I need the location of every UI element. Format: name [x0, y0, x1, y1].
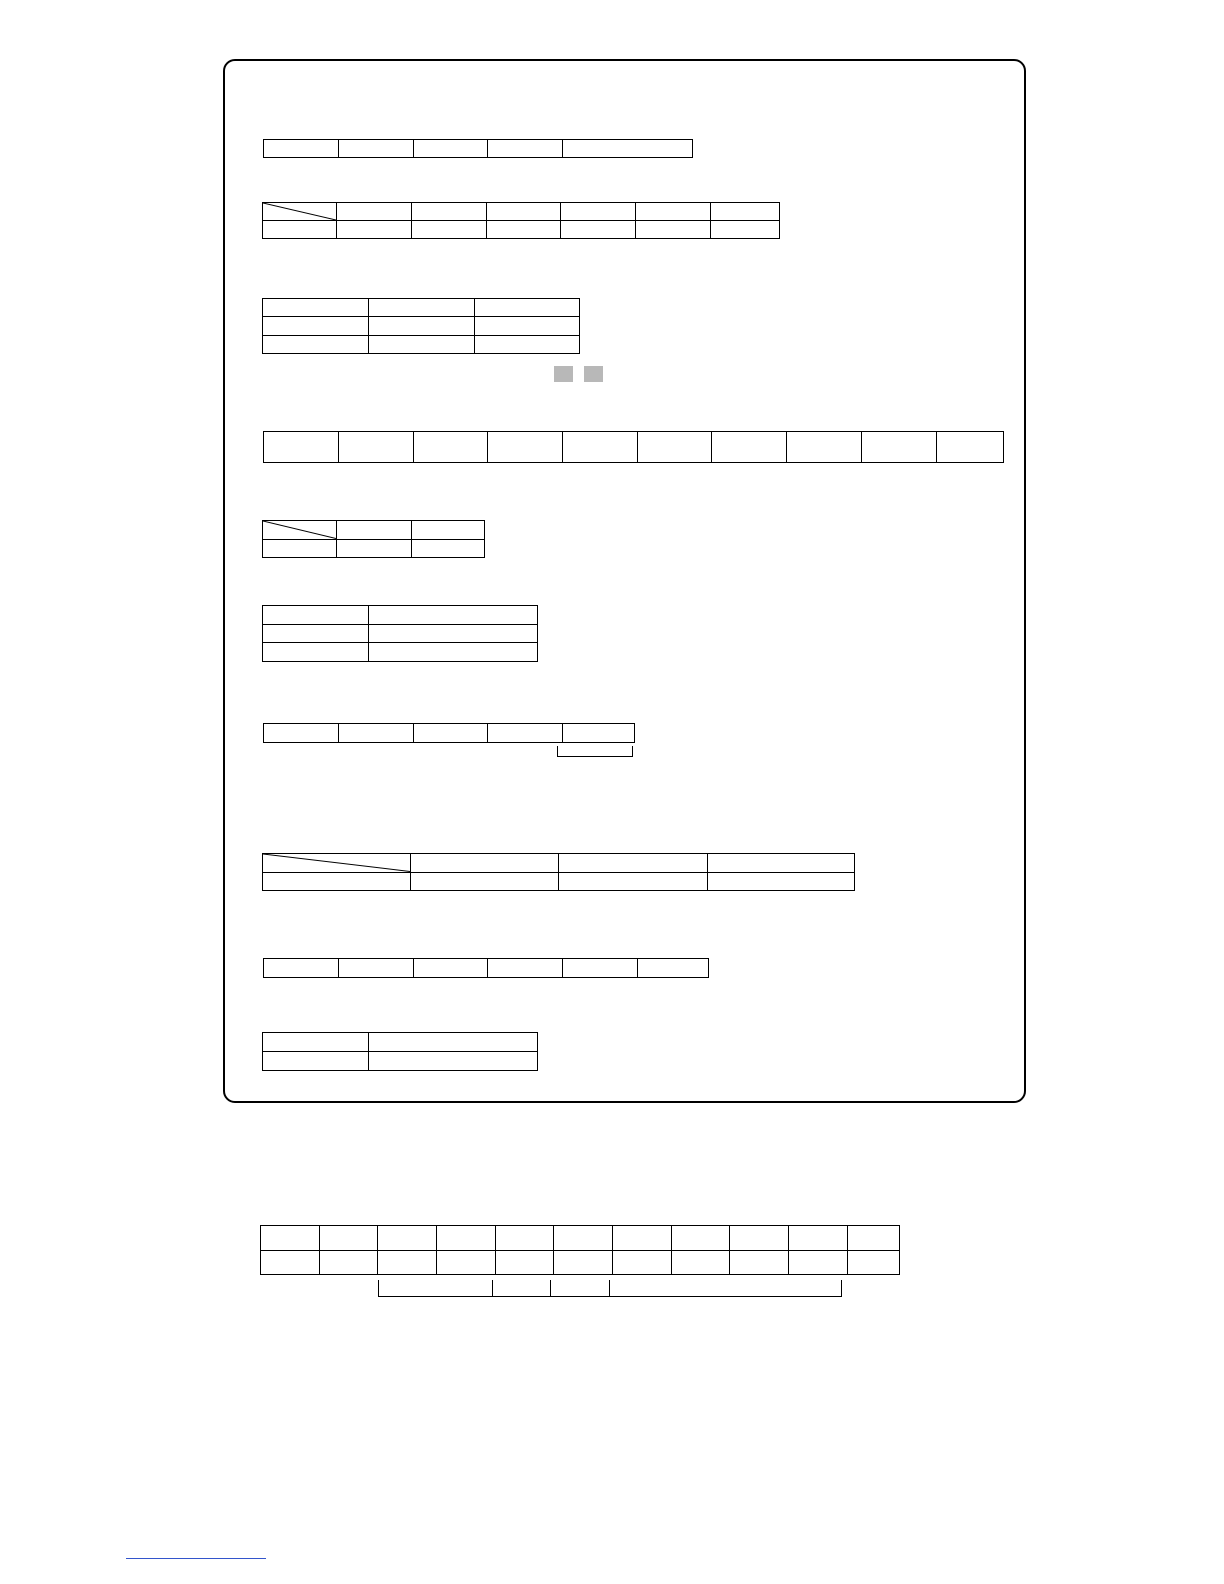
table-cell — [412, 203, 487, 221]
table-cell — [487, 221, 561, 239]
table-cell — [672, 1226, 730, 1251]
table-cell — [487, 203, 561, 221]
table-cell — [263, 1033, 369, 1052]
table-8 — [262, 853, 855, 891]
table-cell — [488, 724, 563, 743]
bracket-divider — [609, 1280, 610, 1297]
table-cell — [561, 221, 636, 239]
table-cell — [337, 203, 412, 221]
table-cell — [789, 1250, 848, 1275]
table-cell — [337, 521, 412, 540]
table-cell — [708, 854, 855, 873]
table-7 — [263, 723, 635, 743]
table-cell — [787, 432, 862, 463]
diagonal-header-cell — [263, 203, 337, 221]
table-cell — [412, 521, 485, 540]
diagonal-header-cell — [263, 854, 411, 873]
table-cell — [369, 606, 538, 625]
table-cell — [369, 335, 475, 353]
table-cell — [638, 959, 709, 978]
table-cell — [337, 539, 412, 558]
table-cell — [378, 1226, 437, 1251]
table-cell — [263, 643, 369, 662]
table-cell — [613, 1226, 672, 1251]
table-cell — [730, 1250, 789, 1275]
gray-marker — [554, 366, 573, 382]
table-cell — [488, 140, 563, 158]
table-cell — [563, 724, 635, 743]
table-cell — [488, 432, 563, 463]
table-cell — [263, 1052, 369, 1071]
table-cell — [559, 872, 708, 891]
table-6 — [262, 605, 538, 662]
table-11 — [260, 1225, 900, 1275]
table-cell — [320, 1226, 378, 1251]
table-cell — [712, 432, 787, 463]
table-cell — [475, 299, 580, 317]
table-cell — [264, 959, 339, 978]
table-cell — [378, 1250, 437, 1275]
table-cell — [339, 432, 414, 463]
footer-rule — [126, 1558, 266, 1559]
table-cell — [475, 335, 580, 353]
table-cell — [414, 432, 488, 463]
table-cell — [848, 1226, 900, 1251]
table-5 — [262, 520, 485, 558]
table-cell — [437, 1250, 496, 1275]
table-cell — [261, 1226, 320, 1251]
table-cell — [339, 959, 414, 978]
bracket — [557, 746, 633, 757]
table-cell — [369, 1052, 538, 1071]
table-cell — [636, 203, 711, 221]
table-cell — [711, 203, 780, 221]
table-1 — [263, 139, 693, 158]
table-cell — [411, 872, 559, 891]
table-cell — [559, 854, 708, 873]
table-cell — [263, 606, 369, 625]
table-cell — [263, 317, 369, 335]
table-cell — [339, 140, 414, 158]
table-cell — [561, 203, 636, 221]
bracket-divider — [550, 1280, 551, 1297]
table-cell — [437, 1226, 496, 1251]
table-cell — [638, 432, 712, 463]
table-cell — [672, 1250, 730, 1275]
table-cell — [339, 724, 414, 743]
table-cell — [708, 872, 855, 891]
table-cell — [264, 724, 339, 743]
gray-marker — [584, 366, 603, 382]
table-3 — [262, 298, 580, 354]
table-cell — [414, 140, 488, 158]
table-cell — [369, 643, 538, 662]
table-cell — [414, 959, 488, 978]
table-cell — [263, 335, 369, 353]
table-cell — [496, 1250, 554, 1275]
table-cell — [412, 539, 485, 558]
table-cell — [488, 959, 563, 978]
table-9 — [263, 958, 709, 978]
table-cell — [730, 1226, 789, 1251]
table-cell — [261, 1250, 320, 1275]
table-cell — [554, 1226, 613, 1251]
table-cell — [475, 317, 580, 335]
table-cell — [711, 221, 780, 239]
table-cell — [263, 872, 411, 891]
table-cell — [369, 317, 475, 335]
table-cell — [264, 432, 339, 463]
segmented-bracket — [378, 1280, 842, 1297]
table-cell — [337, 221, 412, 239]
table-2 — [262, 202, 780, 239]
table-cell — [263, 299, 369, 317]
table-cell — [414, 724, 488, 743]
diagonal-header-cell — [263, 521, 337, 540]
table-cell — [789, 1226, 848, 1251]
table-cell — [937, 432, 1004, 463]
table-cell — [263, 624, 369, 643]
table-cell — [848, 1250, 900, 1275]
table-4 — [263, 431, 1004, 463]
table-cell — [263, 221, 337, 239]
table-cell — [636, 221, 711, 239]
table-cell — [496, 1226, 554, 1251]
table-cell — [862, 432, 937, 463]
table-cell — [263, 539, 337, 558]
table-10 — [262, 1032, 538, 1071]
table-cell — [554, 1250, 613, 1275]
table-cell — [563, 140, 693, 158]
bracket-divider — [492, 1280, 493, 1297]
table-cell — [613, 1250, 672, 1275]
table-cell — [264, 140, 339, 158]
table-cell — [411, 854, 559, 873]
table-cell — [563, 959, 638, 978]
table-cell — [563, 432, 638, 463]
table-cell — [412, 221, 487, 239]
table-cell — [369, 299, 475, 317]
table-cell — [369, 624, 538, 643]
table-cell — [369, 1033, 538, 1052]
table-cell — [320, 1250, 378, 1275]
